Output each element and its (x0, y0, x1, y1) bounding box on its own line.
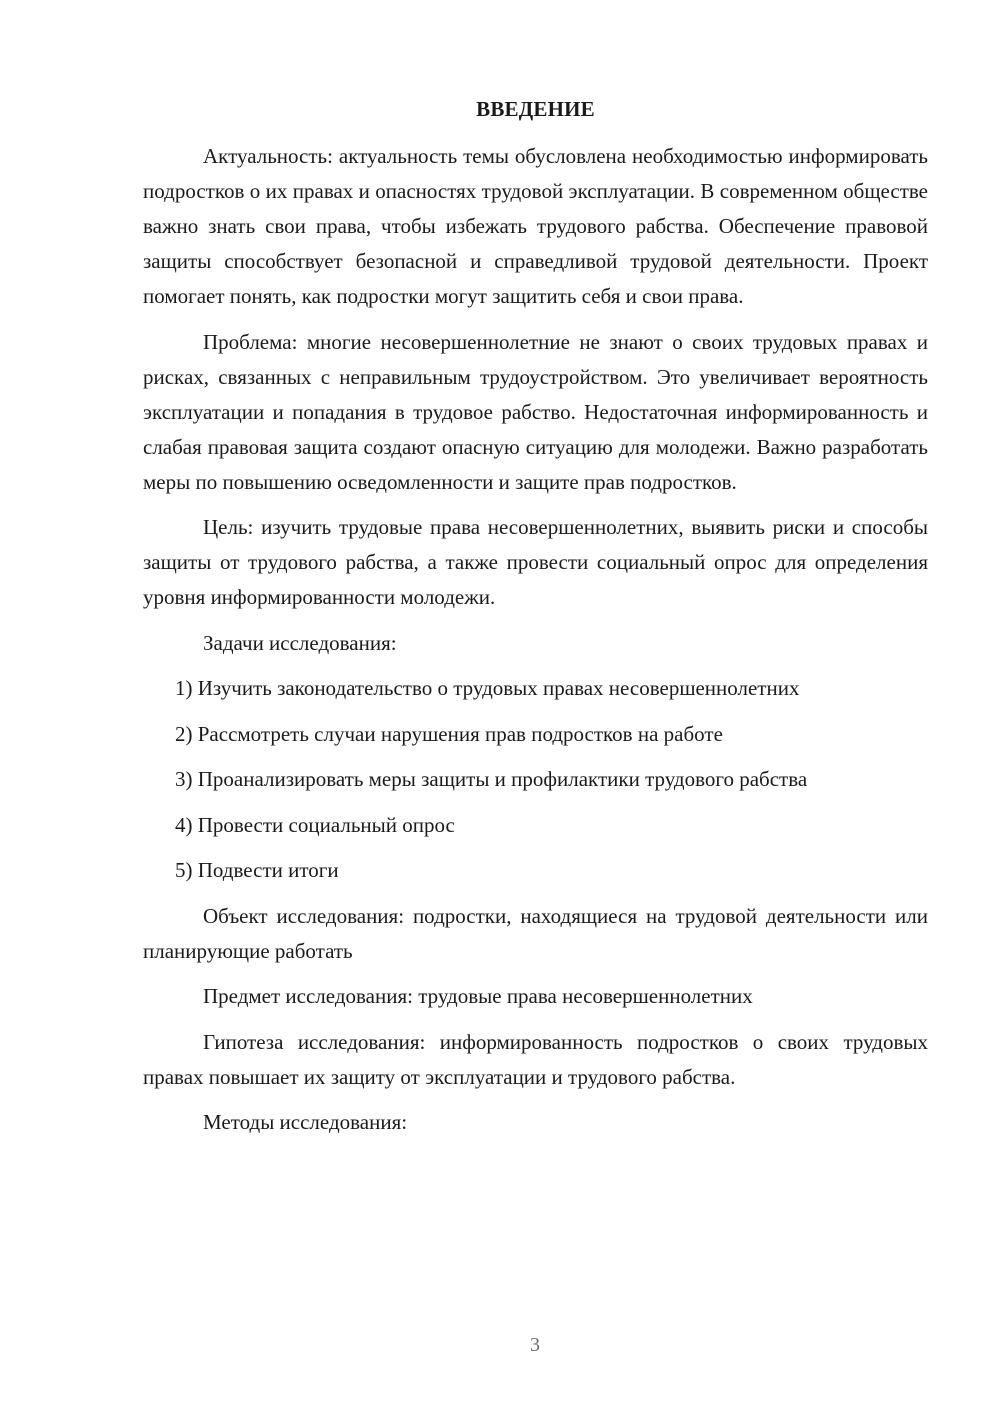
hypothesis-paragraph: Гипотеза исследования: информированность подростков о своих трудовых правах повышает их защиту от эксплуатации и трудового рабства. (143, 1029, 928, 1089)
task-item-3: 3) Проанализировать меры защиты и профилактики трудового рабства (175, 767, 808, 791)
task-item-1: 1) Изучить законодательство о трудовых правах несовершеннолетних (175, 676, 800, 700)
methods-title: Методы исследования: (203, 1110, 408, 1134)
task-item-2: 2) Рассмотреть случаи нарушения прав подростков на работе (175, 721, 723, 746)
document-page (143, 92, 928, 1151)
subject-paragraph: Предмет исследования: трудовые права несовершеннолетних (203, 984, 753, 1008)
page-number: 3 (530, 1334, 540, 1356)
tasks-title: Задачи исследования: (203, 630, 397, 655)
relevance-paragraph: Актуальность: актуальность темы обусловлена необходимостью информировать подростков о их правах и опасностях трудовой эксплуатации. В современном обществе важно знать свои права, чтобы избежать трудового рабства. Обеспечение правовой защиты способствует безопасной и справедливой трудовой деятельности. Проект помогает понять, как подростки могут защитить себя и свои права. (143, 144, 928, 308)
object-paragraph: Объект исследования: подростки, находящиеся на трудовой деятельности или планирующие работать (143, 903, 928, 963)
task-item-4: 4) Провести социальный опрос (175, 812, 455, 837)
problem-paragraph: Проблема: многие несовершеннолетние не знают о своих трудовых правах и рисках, связанных с неправильным трудоустройством. Это увеличивает вероятность эксплуатации и попадания в трудовое рабство. Недостаточная информированность и слабая правовая защита создают опасную ситуацию для молодежи. Важно разработать меры по повышению осведомленности и защите прав подростков. (143, 329, 928, 494)
section-heading: ВВЕДЕНИЕ (476, 97, 595, 121)
goal-paragraph: Цель: изучить трудовые права несовершеннолетних, выявить риски и способы защиты от трудового рабства, а также провести социальный опрос для определения уровня информированности молодежи. (143, 515, 928, 609)
task-item-5: 5) Подвести итоги (175, 858, 339, 882)
